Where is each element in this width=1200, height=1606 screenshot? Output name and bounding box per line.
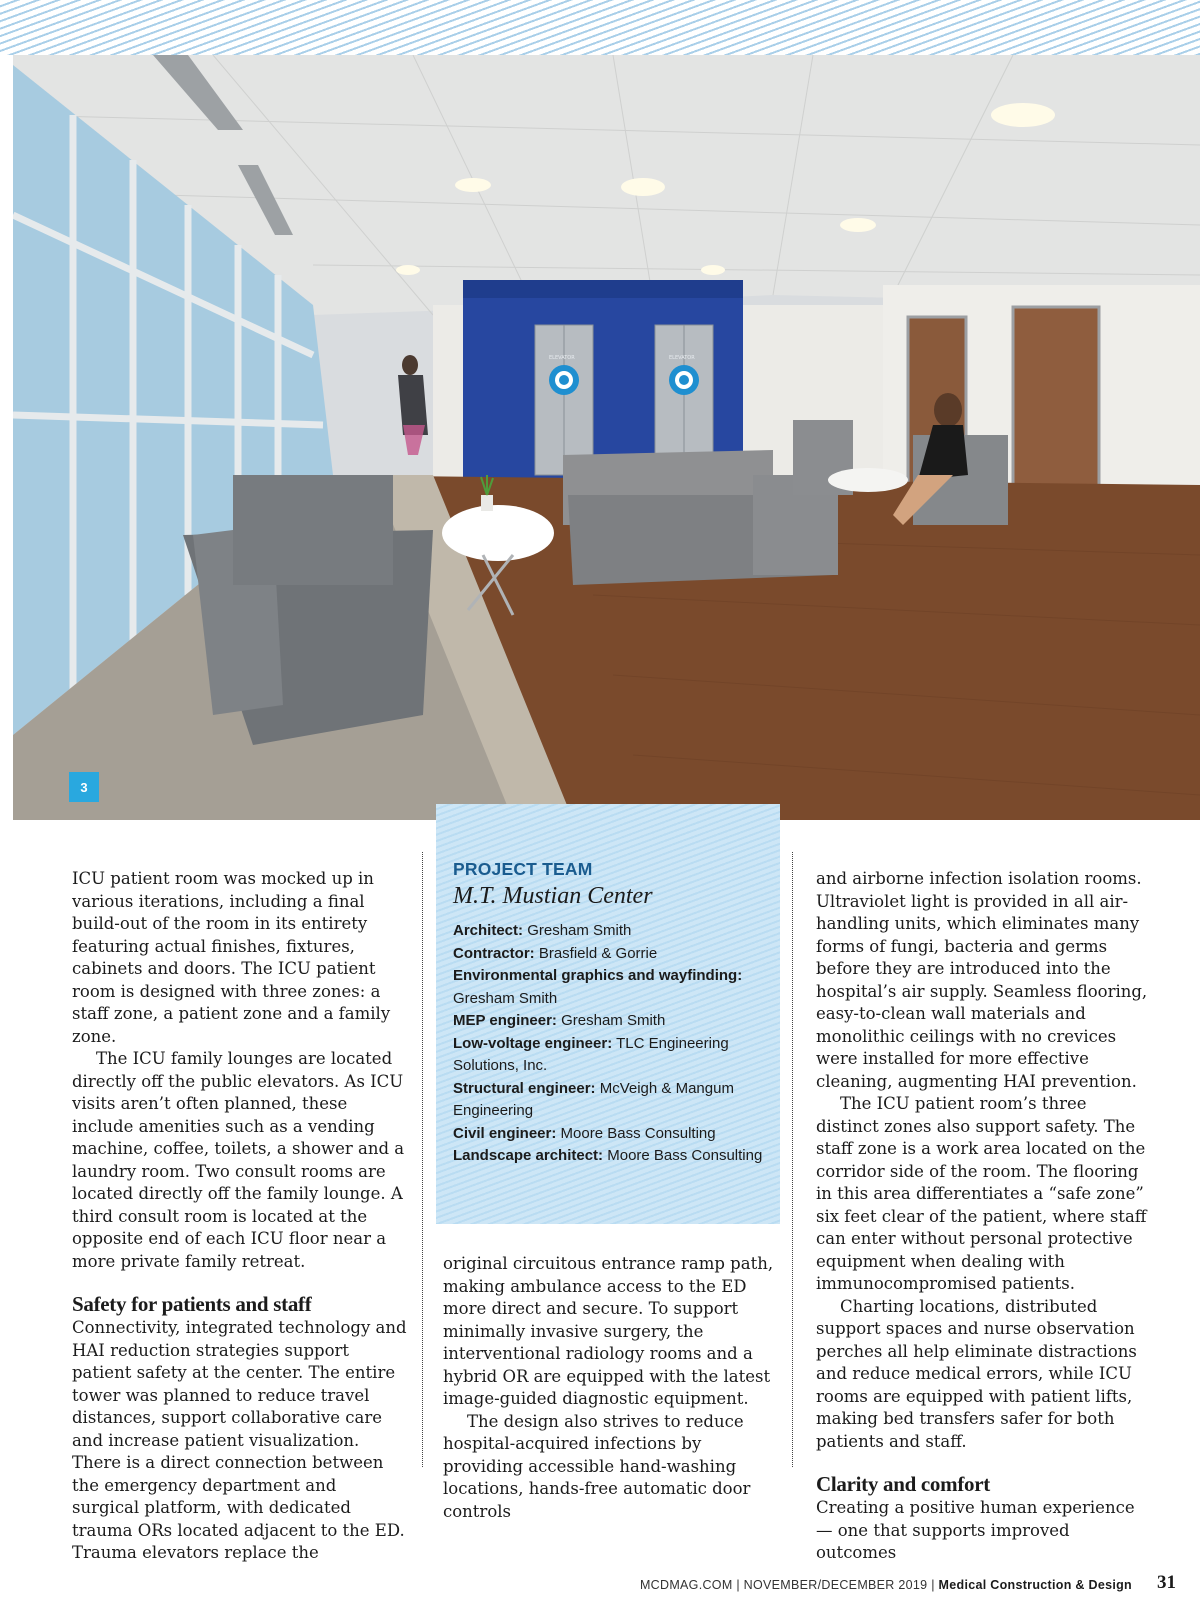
lounge-photo bbox=[13, 55, 1200, 820]
article-column-middle bbox=[443, 1253, 778, 1523]
photo-number-badge: 3 bbox=[69, 772, 99, 802]
team-entry: Structural engineer: McVeigh & Mangum Engineering bbox=[453, 1079, 734, 1119]
section-heading: Safety for patients and staff bbox=[72, 1292, 312, 1316]
team-entry: Low-voltage engineer: TLC Engineering Solutions, Inc. bbox=[453, 1034, 729, 1074]
paragraph: Charting locations, distributed support spaces and nurse observation perches all help eliminate distractions and reduce medical errors, while ICU rooms are equipped with patient lifts, making bed transfers safer for both patients and staff. bbox=[816, 1296, 1137, 1451]
team-entry: Landscape architect: Moore Bass Consulting bbox=[453, 1147, 763, 1164]
footer-issue: NOVEMBER/DECEMBER 2019 bbox=[743, 1578, 928, 1592]
footer-site: MCDMAG.COM bbox=[639, 1578, 733, 1592]
team-entry: Environmental graphics and wayfinding: Gresham Smith bbox=[453, 967, 743, 1007]
article-column-left bbox=[72, 868, 407, 1565]
page-number: 31 bbox=[1157, 1572, 1176, 1593]
column-divider bbox=[422, 852, 423, 1467]
paragraph: Creating a positive human experience — one that supports improved outcomes bbox=[816, 1498, 1135, 1562]
team-entry: Architect: Gresham Smith bbox=[453, 922, 632, 939]
section-heading: Clarity and comfort bbox=[816, 1472, 990, 1496]
column-divider bbox=[792, 852, 793, 1467]
footer-separator: | bbox=[931, 1578, 935, 1592]
paragraph: The ICU patient room’s three distinct zones also support safety. The staff zone is a work area located on the corridor side of the room. The flooring in this area differentiates a “safe zone” six feet clear of the patient, where staff can enter without personal protective equipment when dealing with immunocompromised patients. bbox=[816, 1094, 1147, 1293]
team-entry: Contractor: Brasfield & Gorrie bbox=[453, 944, 658, 962]
paragraph: The design also strives to reduce hospital-acquired infections by providing accessible hand-washing locations, hands-free automatic door controls bbox=[443, 1411, 751, 1521]
footer-magazine: Medical Construction & Design bbox=[938, 1578, 1132, 1592]
footer-separator: | bbox=[736, 1578, 740, 1592]
article-column-right bbox=[816, 868, 1151, 1565]
elevator-sign-2: ELEVATOR bbox=[669, 355, 695, 361]
paragraph: original circuitous entrance ramp path, making ambulance access to the ED more direct and secure. To support minimally invasive surgery, the interventional radiology rooms and a hybrid OR are equipped with the latest image-guided diagnostic equipment. bbox=[443, 1254, 774, 1408]
paragraph: Connectivity, integrated technology and HAI reduction strategies support patient safety at the center. The entire tower was planned to reduce travel distances, support collaborative care and increase patient visualization. There is a direct connection between the emergency department and surgical platform, with dedicated trauma ORs located adjacent to the ED. Trauma elevators replace the bbox=[72, 1318, 407, 1562]
project-name: M.T. Mustian Center bbox=[453, 883, 653, 909]
project-team-box bbox=[436, 804, 780, 1224]
team-entry: MEP engineer: Gresham Smith bbox=[453, 1012, 666, 1029]
decorative-stripe-band bbox=[0, 0, 1200, 55]
paragraph: ICU patient room was mocked up in various iterations, including a final build-out of the room in its entirety featuring actual finishes, fixtures, cabinets and doors. The ICU patient room is designed with three zones: a staff zone, a patient zone and a family zone. bbox=[72, 869, 391, 1046]
team-entry: Civil engineer: Moore Bass Consulting bbox=[453, 1124, 716, 1142]
paragraph: The ICU family lounges are located directly off the public elevators. As ICU visits aren’t often planned, these include amenities such as a vending machine, coffee, toilets, a shower and a laundry room. Two consult rooms are located directly off the family lounge. A third consult room is located at the opposite end of each ICU floor near a more private family retreat. bbox=[72, 1049, 405, 1271]
page-footer bbox=[640, 1578, 1132, 1592]
project-team-heading: PROJECT TEAM bbox=[453, 859, 593, 879]
elevator-sign-1: ELEVATOR bbox=[549, 355, 575, 361]
paragraph: and airborne infection isolation rooms. Ultraviolet light is provided in all air-handling units, which eliminates many forms of fungi, bacteria and germs before they are introduced into the hospital’s air supply. Seamless flooring, easy-to-clean wall materials and monolithic ceilings with no crevices were installed for more effective cleaning, augmenting HAI prevention. bbox=[816, 869, 1148, 1091]
